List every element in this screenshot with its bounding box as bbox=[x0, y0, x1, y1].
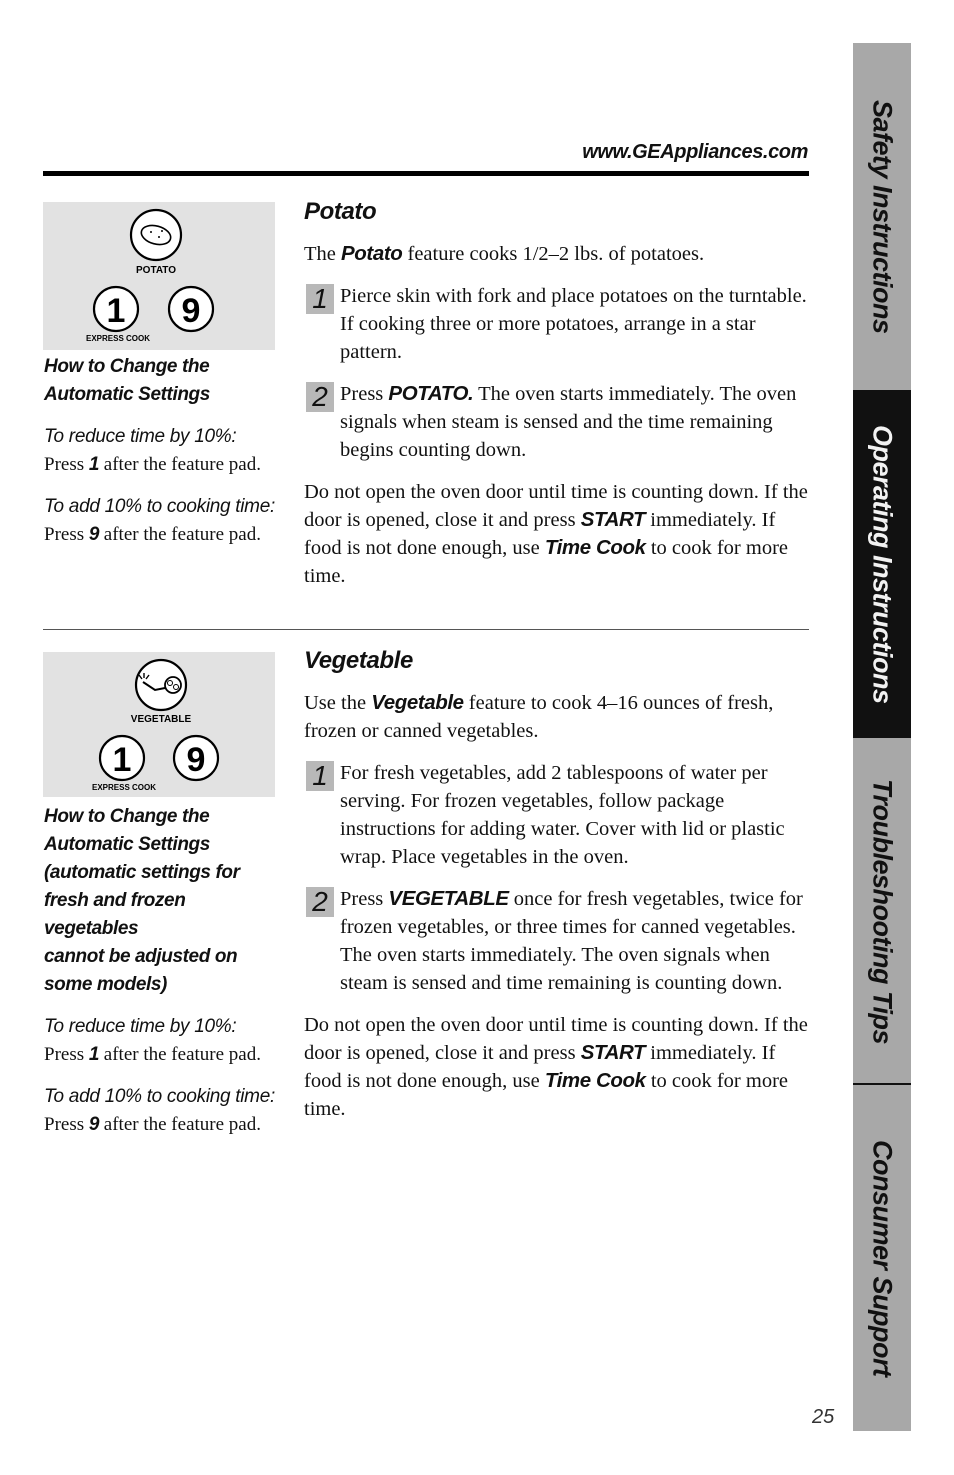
step-number: 1 bbox=[306, 284, 334, 314]
sidebar-heading: How to Change the Automatic Settings (automatic settings for fresh and frozen vegetables cannot be adjusted on some models) bbox=[44, 806, 240, 995]
step-2 bbox=[304, 885, 809, 997]
intro-text: The Potato feature cooks 1/2–2 lbs. of potatoes. bbox=[304, 242, 705, 265]
vegetable-section bbox=[304, 647, 809, 1123]
reduce-time-label: To reduce time by 10%: bbox=[44, 426, 237, 447]
express-cook-label: EXPRESS COOK bbox=[91, 783, 157, 792]
vegetable-adjust-sidebar bbox=[44, 803, 284, 1139]
add-time-label: To add 10% to cooking time: bbox=[44, 1086, 275, 1107]
step-2 bbox=[304, 380, 809, 464]
note-text: Do not open the oven door until time is counting down. If the door is opened, close it and press START immediately. If food is not done enough, use Time Cook to cook for more time. bbox=[304, 481, 808, 587]
express-cook-label: EXPRESS COOK bbox=[85, 334, 151, 343]
add-time-label: To add 10% to cooking time: bbox=[44, 496, 275, 517]
step-text: Pierce skin with fork and place potatoes on the turntable. If cooking three or more potatoes, arrange in a star pattern. bbox=[340, 285, 807, 363]
tab-label: Operating Instructions bbox=[867, 424, 898, 704]
reduce-time-instruction: Press 1 after the feature pad. bbox=[44, 454, 261, 475]
vegetable-icon-label: VEGETABLE bbox=[130, 714, 192, 725]
tab-label: Safety Instructions bbox=[867, 99, 898, 334]
section-title: Potato bbox=[304, 198, 377, 225]
step-number: 1 bbox=[306, 761, 334, 791]
add-time-instruction: Press 9 after the feature pad. bbox=[44, 524, 261, 545]
step-text: For fresh vegetables, add 2 tablespoons of water per serving. For frozen vegetables, follow package instructions for adding water. Cover with lid or plastic wrap. Place vegetables in the oven. bbox=[340, 762, 785, 868]
step-text: Press VEGETABLE once for fresh vegetables, twice for frozen vegetables, or three times for canned vegetables. The oven starts immediately. The oven signals when steam is sensed and time remaining is counting down. bbox=[340, 887, 803, 994]
tab-operating-instructions[interactable] bbox=[853, 390, 911, 738]
tab-label: Consumer Support bbox=[867, 1139, 898, 1377]
tab-safety-instructions[interactable] bbox=[853, 43, 911, 390]
note-text: Do not open the oven door until time is counting down. If the door is opened, close it and press START immediately. If food is not done enough, use Time Cook to cook for more time. bbox=[304, 1014, 808, 1120]
tab-troubleshooting-tips[interactable] bbox=[853, 738, 911, 1084]
potato-section bbox=[304, 198, 809, 590]
intro-text: Use the Vegetable feature to cook 4–16 ounces of fresh, frozen or canned vegetables. bbox=[304, 691, 774, 742]
tab-consumer-support[interactable] bbox=[853, 1085, 911, 1431]
section-divider bbox=[43, 629, 809, 630]
vegetable-control-panel-illustration bbox=[43, 652, 275, 797]
section-title: Vegetable bbox=[304, 647, 413, 674]
step-number: 2 bbox=[306, 382, 334, 412]
potato-icon-label: POTATO bbox=[136, 265, 176, 276]
tab-label: Troubleshooting Tips bbox=[867, 778, 898, 1044]
key-9: 9 bbox=[186, 741, 206, 779]
reduce-time-label: To reduce time by 10%: bbox=[44, 1016, 237, 1037]
step-1 bbox=[304, 282, 809, 366]
sidebar-heading: How to Change the Automatic Settings bbox=[44, 356, 210, 405]
potato-adjust-sidebar bbox=[44, 353, 284, 549]
reduce-time-instruction: Press 1 after the feature pad. bbox=[44, 1044, 261, 1065]
key-1: 1 bbox=[106, 292, 126, 330]
potato-control-panel-illustration bbox=[43, 202, 275, 350]
header-rule bbox=[43, 171, 809, 176]
website-url: www.GEAppliances.com bbox=[582, 141, 808, 163]
add-time-instruction: Press 9 after the feature pad. bbox=[44, 1114, 261, 1135]
page-number: 25 bbox=[812, 1406, 835, 1428]
step-number: 2 bbox=[306, 887, 334, 917]
section-tabs bbox=[853, 43, 911, 1431]
key-1: 1 bbox=[112, 741, 132, 779]
key-9: 9 bbox=[181, 292, 201, 330]
step-text: Press POTATO. The oven starts immediately. The oven signals when steam is sensed and the time remaining begins counting down. bbox=[340, 382, 797, 461]
step-1 bbox=[304, 759, 809, 871]
